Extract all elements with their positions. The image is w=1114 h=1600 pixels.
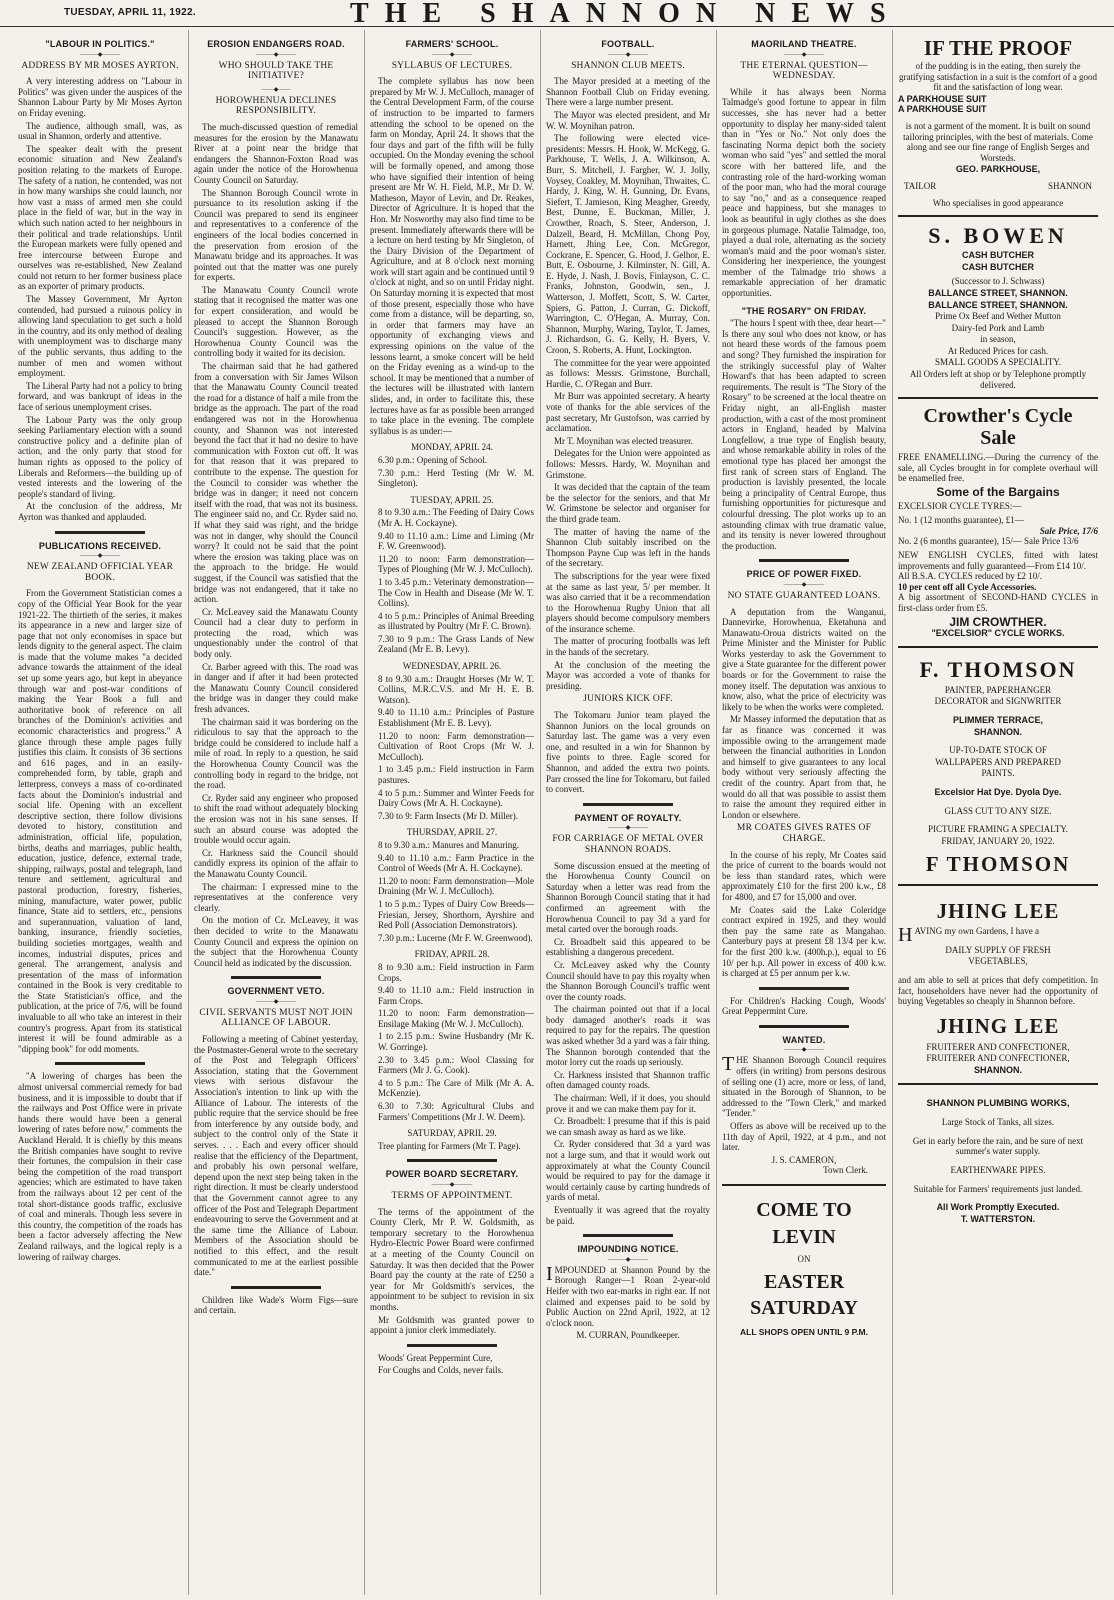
advert-text: Get in early before the rain, and be sure of next summer's water supply. <box>912 1135 1084 1157</box>
schedule-item: 1 to 2.15 p.m.: Swine Husbandry (Mr K. W. Gorringe). <box>378 1031 534 1053</box>
advert-title: Sale <box>980 427 1016 450</box>
advert-title: F THOMSON <box>925 852 1071 877</box>
advert-text: All B.S.A. CYCLES reduced by £2 10/. <box>898 571 1042 582</box>
schedule-item: 1 to 5 p.m.: Types of Dairy Cow Breeds—Friesian, Jersey, Shorthorn, Ayrshire and Red Poll (Association Demonstrators). <box>378 898 534 931</box>
advert-text: SHANNON <box>1047 180 1092 191</box>
paragraph: A deputation from the Wanganui, Dannevirke, Horowhenua, Eketahuna and Manawatu-Oroua districts waited on the Prime Minister and the Minister for Public Works yesterday to ask the Government to give a State guarantee for the different power boards or for the Government to raise the money itself. The deputation was anxious to know, also, what the price of electricity was likely to be when the works were completed. <box>722 606 886 712</box>
notice-signature: M. CURRAN, Poundkeeper. <box>576 1330 680 1341</box>
article-headline: EROSION ENDANGERS ROAD. <box>207 39 345 49</box>
paragraph: Cr. Barber agreed with this. The road was in danger and if after it had been protected the Manawatu County Council considered the bridge was in danger they could make fresh advances. <box>194 661 358 715</box>
schedule-item: 9.40 to 11.10 a.m.: Field instruction in Farm Crops. <box>378 985 534 1006</box>
paragraph: Children like Wade's Worm Figs—sure and certain. <box>194 1294 358 1316</box>
article-subhead: NO STATE GUARANTEED LOANS. <box>727 590 881 601</box>
schedule-item: 8 to 9.30 a.m.: Manures and Manuring. <box>378 839 519 850</box>
advert-text: BALLANCE STREET, SHANNON. <box>928 287 1068 298</box>
article-subhead: TERMS OF APPOINTMENT. <box>391 1191 513 1201</box>
article-subhead: CIVIL SERVANTS MUST NOT JOIN ALLIANCE OF LABOUR. <box>199 1007 353 1029</box>
article-subhead: SYLLABUS OF LECTURES. <box>391 60 513 71</box>
paragraph: The Massey Government, Mr Ayrton contended, had pursued a ruinous policy in allowing land speculation to get such a hold in the country, and its only method of dealing with unemployment was to discharge many of the public servants, thus adding to the number of men and women without employment. <box>18 294 182 379</box>
schedule-item: 6.30 p.m.: Opening of School. <box>378 454 487 465</box>
paragraph: The chairman said that he had gathered from a conversation with Sir James Wilson that the Manawatu County Council treated the road for a distance of half a mile from the bridge as the approach. The part of the road endangered was not in the Horowhenua county, and Shannon was not interested beyond the fact that it had no desire to have communication with Foxton cut off. It was for that reason that it was prepared to contribute to the expense. The question for the Council to consider was whether the bridge was in danger; it need not concern itself with the road, that was not its business. The engineer said no, and Cr. Ryder said no. If what they said was right, and the bridge was not in danger, why should the Council worry? It could not be said that the point where the erosion was taking place was on the approach to the bridge. He would suggest, if the Council was satisfied that the bridge was not endangered, that it take no action. <box>194 361 358 605</box>
paragraph: Cr. Harkness said the Council should candidly express its opinion of the affair to the Manawatu County Council. <box>194 847 358 879</box>
schedule-day-heading: FRIDAY, APRIL 28. <box>414 949 490 960</box>
paragraph: The speaker dealt with the present economic situation and New Zealand's position relating to the markets of Europe. The safety of a nation, he contended, was not in how many warships she could launch, nor how vast a mass of armed men she could place in the field of war, but in the way in which such nation acted to her neighbours in their political and trade relationships. Until the European markets were fully opened and free intercourse between Europe and ourselves was re-established, New Zealand could not return to her former business place as an exporter of primary products. <box>18 143 182 292</box>
advert-title: IF THE PROOF <box>923 36 1073 60</box>
paragraph: Eventually it was agreed that the royalty be paid. <box>546 1204 710 1226</box>
paragraph: "The hours I spent with thee, dear heart—" Is there any soul who does not know, or has not heard these words of the famous poem and song? They furnished the inspiration for the strikingly successful play of Walter Howard's that has been adapted to screen requirements. The result is "The Story of the Rosary" to be screened at the local theatre on Friday night, an all-English master production, with a cast of the most prominent actors in England, headed by Malvina Longfellow, a true type of English beauty, and whose remarkable ability in roles of the emotional type has placed her amongst the first rank of screen stars of England. The production is lavishly presented, the locale being a principality of Central Europe, thus furnishing opportunities for picturesque and colourful dressing. The plot works up to an astounding climax with true dramatic value, and its tensity is never lowered throughout the production. <box>722 318 886 551</box>
schedule-day-heading: WEDNESDAY, APRIL 26. <box>402 661 502 672</box>
advert-text: At Reduced Prices for cash. <box>947 345 1049 356</box>
come-to-levin-ad-line: ALL SHOPS OPEN UNTIL 9 P.M. <box>740 1326 868 1337</box>
section-rule <box>407 1344 497 1347</box>
advert-text: SHANNON. <box>973 1065 1022 1076</box>
advert-text: No. 1 (12 months guarantee), £1— <box>898 515 1024 526</box>
section-rule <box>407 1159 497 1162</box>
paragraph: It was decided that the captain of the team be the selector for the seniors, and that Mr W. Grimstone be selector and organiser for the third grade team. <box>546 482 710 524</box>
advert-text: and am able to sell at prices that defy competition. In fact, householders have never had the opportunity of buying Vegetables so cheaply in Shannon before. <box>898 975 1098 1007</box>
paragraph: Cr. Broadbelt said this appeared to be establishing a dangerous precedent. <box>546 936 710 958</box>
paragraph: Cr. Ryder said any engineer who proposed to shift the road without adequately blocking the erosion was not in his sane senses. If such an absurd course was adopted the trouble would occur again. <box>194 792 358 846</box>
paragraph: The Liberal Party had not a policy to bring forward, and was bankrupt of ideas in the face of serious unemployment crises. <box>18 380 182 412</box>
paragraph: A very interesting address on "Labour in Politics" was given under the auspices of the Shannon Labour Party by Mr Moses Ayrton on Friday evening. <box>18 76 182 118</box>
paragraph: The chairman pointed out that if a local body damaged another's roads it was required to pay for the repairs. The question was asked whether 3d a yard was a fair thing. The Shannon borough contended that the motor lorry cut the roads up seriously. <box>546 1004 710 1068</box>
article-subhead: SHANNON CLUB MEETS. <box>571 60 685 71</box>
paragraph: On the motion of Cr. McLeavey, it was then decided to write to the Manawatu County Council and express the opinion on the subject that the Horowhenua County Council held as indicated by the discussion. <box>194 915 358 968</box>
section-rule <box>759 987 849 990</box>
paragraph: The Labour Party was the only group seeking Parliamentary election with a sound constructive policy and a definite plan of action, and the only party that stood for human rights as opposed to the policy of Liberals and Reformers—the building up of vested interests and the lowering of the people's standard of living. <box>18 414 182 499</box>
ornament-divider: ――◆―― <box>261 86 291 93</box>
schedule-item: 4 to 5 p.m.: Summer and Winter Feeds for Dairy Cows (Mr A. H. Cockayne). <box>378 787 534 809</box>
advert-text: NEW ENGLISH CYCLES, fitted with latest improvements and fully guaranteed—From £14 10/. <box>898 550 1098 571</box>
advert-text: DECORATOR and SIGNWRITER <box>934 696 1062 707</box>
ornament-divider: ―――◆――― <box>431 51 473 58</box>
column-rule <box>540 30 541 1595</box>
paragraph: The much-discussed question of remedial measures for the erosion by the Manawatu River at a point near the bridge that endangers the Shannon-Foxton Road was again under the notice of the Horowhenua County Council on Saturday. <box>194 121 358 185</box>
come-to-levin-ad-line: LEVIN <box>772 1226 836 1248</box>
advert-text: FRIDAY, JANUARY 20, 1922. <box>941 835 1055 846</box>
column-2 <box>194 32 358 1592</box>
advert-text: A big assortment of SECOND-HAND CYCLES in first-class order from £5. <box>898 592 1098 613</box>
advert-text: is not a garment of the moment. It is built on sound tailoring principles, with the best of materials. Come along and see our fine range of English Serges and Worsteds. <box>903 120 1093 163</box>
notice-headline: IMPOUNDING NOTICE. <box>577 1244 679 1255</box>
advert-text: CASH BUTCHER <box>962 261 1034 272</box>
advert-text: PAINTER, PAPERHANGER <box>944 684 1052 695</box>
schedule-day-heading: TUESDAY, APRIL 25. <box>410 494 494 505</box>
ornament-divider: ―――◆――― <box>783 51 825 58</box>
come-to-levin-ad-line: SATURDAY <box>750 1296 858 1319</box>
article-subhead: JUNIORS KICK OFF. <box>583 694 673 705</box>
paragraph: The matter of having the name of the Shannon Club suitably inscribed on the Thompson Payne Cup was left in the hands of the secretary. <box>546 526 710 569</box>
schedule-day-heading: MONDAY, APRIL 24. <box>411 442 493 453</box>
column-3 <box>370 32 534 1592</box>
paragraph: Mr Goldsmith was granted power to appoint a junior clerk immediately. <box>370 1314 534 1336</box>
jhing-lee-advert <box>898 896 1098 1084</box>
schedule-item: 8 to 9.30 a.m.: Field instruction in Farm Crops. <box>378 961 534 983</box>
article-headline: POWER BOARD SECRETARY. <box>385 1169 519 1180</box>
notice-body: Offers as above will be received up to the 11th day of April, 1922, at 4 p.m., and not later. <box>722 1121 886 1153</box>
paragraph: The chairman: I expressed mine to the representatives at the conference very clearly. <box>194 881 358 913</box>
advert-text: 10 per cent off all Cycle Accessories. <box>898 581 1037 592</box>
section-rule <box>583 803 673 806</box>
ornament-divider: ―――◆――― <box>607 1256 649 1263</box>
schedule-item: 1 to 3.45 p.m.: Veterinary demonstration—The Cow in Health and Disease (Mr W. T. Collins). <box>378 576 534 609</box>
ornament-divider: ―――◆――― <box>607 825 649 832</box>
advert-text: HAVING my own Gardens, I have a <box>898 924 1040 947</box>
advert-text: Who specialises in good appearance <box>932 197 1064 208</box>
issue-date: TUESDAY, APRIL 11, 1922. <box>64 7 196 18</box>
newspaper-title: THE SHANNON NEWS <box>350 0 902 29</box>
advert-text: FRUITERER AND CONFECTIONER, <box>926 1041 1070 1052</box>
article-subhead: ADDRESS BY MR MOSES AYRTON. <box>21 60 179 71</box>
article-subhead: MR COATES GIVES RATES OF CHARGE. <box>736 823 872 844</box>
section-rule <box>583 1234 673 1237</box>
advert-text: Prime Ox Beef and Wether Mutton <box>935 311 1061 322</box>
schedule-item: 7.30 p.m.: Lucerne (Mr F. W. Greenwood). <box>378 932 533 943</box>
paragraph: The following were elected vice-presidents: Messrs. H. Hook, W. McKegg, G. Parkhouse, T. Wells, J. A. Wilkinson, A. Burr, S. Mitchell, J. Fargher, W. J. Jolly, Voysey, Coakley, M. Moynihan, Thwaites, C. Hardy, J. King, W. H. Gunning, Dr. Evans, Siefert, T. Jamieson, King Meagher, Greedy, Best, Dunne, E. Buckman, Miller, J. Crowther, Roach, S. Steer, Anderson, J. Dalzell, Beard, H. McMillan, Chong Poy, Harnett, Jhing Lee, Con. McGregor, Cockrane, E. Spencer, G. Hood, J. Gelhor, E. Butt, E. Osbourne, J. Kilminster, N. Gill, A. E. Hyde, J. Nash, J. Bovis, Finlayson, C. C. Franks, Johnston, Goodwin, sen., J. Watterson, J. Moffett, Scott, S. W. Carter, Spiers, G. Patton, J. Curran, G. Dickoff, Warrington, C. O'Hegan, A. Murray, Con. Shannon, Murphy, Waring, Taylor, T. James, J. Richardson, G. G. Kelly, H. Byers, V. Croon, S. Roberts, A. Hunt, Lockington. <box>546 133 710 356</box>
come-to-levin-ad-line: ON <box>797 1254 811 1264</box>
advert-text: All Work Promptly Executed. <box>936 1202 1060 1213</box>
ornament-divider: ―――◆――― <box>255 51 297 58</box>
paragraph: Mr T. Moynihan was elected treasurer. <box>554 435 693 446</box>
schedule-item: 2.30 to 3.45 p.m.: Wool Classing for Farmers (Mr J. G. Cook). <box>378 1054 534 1076</box>
advert-title: F. THOMSON <box>919 656 1077 682</box>
advert-text: EARTHENWARE PIPES. <box>950 1165 1046 1175</box>
advert-text: of the pudding is in the eating, then surely the gratifying satisfaction in a suit is the comfort of a good fit and the satisfaction of long wear. <box>899 61 1097 93</box>
paragraph: The Manawatu County Council wrote stating that it recognised the matter was one for expert consideration, and would be pleased to accept the Shannon Borough Council's suggestion. However, as the Horowhenua County Council was the controlling body it waited for its decision. <box>194 284 358 359</box>
notice-body: IMPOUNDED at Shannon Pound by the Borough Ranger—1 Roan 2-year-old Heifer with two ear-marks in right ear. If not claimed and expenses paid to be sold by Public Auction on 22nd April, 1922, at 12 o'clock noon. <box>546 1262 710 1328</box>
paragraph: The complete syllabus has now been prepared by Mr W. J. McCulloch, manager of the Central Development Farm, of the course of instruction to be imparted to farmers attending the school to be opened on the farm on Monday, April 24. It shows that the four days and part of the fifth will be fully occupied. On the Monday evening the school will be formally opened, and among those who have signified their intention of being present are Mr W. H. Field, M.P., Mr D. W. Matheson, Mayor of Levin, and Dr. Reakes, Director of Agriculture. It is hoped that the Hon. Mr Nosworthy may also find time to be present. Immediately afterwards there will be a lecture on herd testing by Mr Singleton, of the Dairy Division of the Department of Agriculture, and at 8 o'clock next morning work will start again and be continued until 9 o'clock at night, and so on until Friday night. On Saturday morning it is expected that most of those present, especially those who have come from a distance, will be departing, so, in order that farmers may have an opportunity of exchanging views and expressing opinions on the value of the lessons learnt, a smoke concert will be held on the Friday evening as a wind-up to the school. It may be mentioned that a number of the lectures will be illustrated with lantern slides, and, in order to facilitate this, these lectures have as far as possible been arranged to take place in the evening. The complete syllabus is as under:— <box>370 76 534 436</box>
paragraph: The subscriptions for the year were fixed at the same as last year, 5/ per member. It was also carried that it be a recommendation to the Horowhenua Rugby Union that all players should become compulsory members of the insurance scheme. <box>546 570 710 634</box>
column-1 <box>18 32 182 1592</box>
advert-title: JHING LEE <box>936 1013 1060 1038</box>
paragraph: The audience, although small, was, as usual in Shannon, orderly and attentive. <box>18 120 182 142</box>
advert-title: Crowther's Cycle <box>923 405 1073 428</box>
ornament-divider: ―――◆――― <box>783 1047 825 1054</box>
article-headline: "LABOUR IN POLITICS." <box>45 39 155 49</box>
advert-subtitle: Some of the Bargains <box>936 485 1060 500</box>
article-subhead: HOROWHENUA DECLINES RESPONSIBILITY. <box>215 95 337 117</box>
advert-text: EXCELSIOR CYCLE TYRES:— <box>898 500 1022 511</box>
come-to-levin-ad-line: COME TO <box>756 1199 852 1221</box>
section-rule <box>55 531 145 534</box>
advert-text: Suitable for Farmers' requirements just landed. <box>913 1183 1083 1194</box>
syllabus-schedule <box>370 442 534 1151</box>
schedule-item: 9.40 to 11.10 a.m.: Lime and Liming (Mr F. W. Greenwood). <box>378 530 534 552</box>
notice-headline: WANTED. <box>782 1034 826 1045</box>
section-rule <box>231 1286 321 1289</box>
ornament-divider: ―――◆――― <box>431 1182 473 1188</box>
column-rule <box>364 30 365 1595</box>
paragraph: Mr Burr was appointed secretary. A hearty vote of thanks for the able services of the past secretary, Mr Gustofson, was carried by acclamation. <box>546 391 710 434</box>
schedule-item: 4 to 5 p.m.: The Care of Milk (Mr A. A. McKenzie). <box>378 1077 534 1099</box>
schedule-item: 8 to 9.30 a.m.: Draught Horses (Mr W. T. Collins, M.R.C.V.S. and Mr H. E. B. Watson). <box>378 673 534 705</box>
notice-signature-title: Town Clerk. <box>823 1165 868 1176</box>
advert-text: Excelsior Hat Dye. Dyola Dye. <box>934 786 1062 797</box>
article-headline: FARMERS' SCHOOL. <box>405 39 499 49</box>
paragraph: Delegates for the Union were appointed as follows: Messrs. Hardy, W. Moynihan and Grimstone. <box>546 448 710 480</box>
paragraph: The chairman said it was bordering on the ridiculous to say that the approach to the bridge could be considered to include half a mile of road. In reply to a question, he said the Horowhenua County Council was the controlling body in regard to the bridge, not the road. <box>194 716 358 791</box>
schedule-item: 11.20 to noon: Farm demonstration—Types of Ploughing (Mr W. J. McCulloch). <box>378 553 534 575</box>
advert-text: GEO. PARKHOUSE, <box>955 164 1041 175</box>
advert-text: CASH BUTCHER <box>962 250 1034 261</box>
paragraph: The Mayor was elected president, and Mr W. W. Moynihan patron. <box>546 109 710 131</box>
article-headline: PUBLICATIONS RECEIVED. <box>38 540 162 551</box>
paragraph: Cr. Harkness insisted that Shannon traffic often damaged county roads. <box>546 1069 710 1091</box>
paragraph: Mr Massey informed the deputation that as far as finance was concerned it was impossible owing to the arrangement made between the financial authorities in London and himself to give guarantees to any local body without very seriously affecting the credit of the country. Apart from that, he would do all that was possible to assist them to raise the amount they required either in London or elsewhere. <box>722 714 886 820</box>
column-5 <box>722 32 886 1592</box>
paragraph: Cr. Ryder considered that 3d a yard was not a large sum, and that it would work out approximately at what the County Council would be required to pay for the damage it would certainly cause by carting hundreds of yards of metal. <box>546 1139 710 1203</box>
advert-text: (Successor to J. Schwass) <box>951 276 1045 287</box>
paragraph: From the Government Statistician comes a copy of the Official Year Book for the year 1921-22. The thirtieth of the series, it makes its appearance in a new and larger size of page that not only economises in space but lends dignity to the general aspect. The claim is made that the volume makes "a decided advance towards the attainment of the ideal set up some years ago, but kept in abeyance through war and post-war conditions of making the Year Book a full and authoritative book of reference on all branches of the Dominion's activities and economic characteristics and progress." A glance through these ample pages fully justifies this claim. It consists of 36 sections and 616 pages, and in an easily-comprehended form, by table, graph and letterpress, conveys a mass of co-ordinated facts about the Dominion's industrial and social life. Opening with an excellent descriptive section, there follow divisions devoted to history, constitution and administration, official life, population, births, deaths and marriages, public health, education, justice, defence, external trade, shipping, railways, postal and telegraph, land tenure and settlement, agricultural and pastoral production, forestry, fisheries, mining, manufacture, water power, public finance, State aid to settlers, etc., pensions and superannuation, valuation of land, banking, insurance, friendly societies, building societies mortgages, wealth and incomes, industrial disputes, prices and general. The arrangement, analysis and presentation of the mass of information contained in the Book is very creditable to the State Statistician's office, and the publication, at the price of 7/6, will be found invaluable to all who take an interest in their country's progress. Apart from its statistical interest it will be found admirable as a "dipping book" for odd moments. <box>18 588 182 1054</box>
paragraph: Following a meeting of Cabinet yesterday, the Postmaster-General wrote to the secretary of the Post and Telegraph Officers' Association, stating that the Government views with serious disfavour the Association's intention to link up with the Alliance of Labour. The interests of the public require that the service should be free from interference by any outside body, and subject to the control only of the State it serves. . . . Each and every officer should realise that the efficiency of the Department, and probably his own personal welfare, depend upon the next step being taken in the right direction. It must be clearly understood that the Government cannot agree to any officer of the Post and Telegraph Department endeavouring to serve the Government and at the same time the Alliance of Labour. Members of the Association should be notified to this effect, and the result communicated to me at the earliest possible date." <box>194 1034 358 1278</box>
column-rule <box>716 30 717 1595</box>
advert-text: WALLPAPERS AND PREPARED <box>935 756 1061 767</box>
advert-line: Woods' Great Peppermint Cure, <box>378 1352 493 1363</box>
advert-line: For Coughs and Colds, never fails. <box>378 1365 504 1376</box>
paragraph: Cr. McLeavey asked why the County Council should have to pay this royalty when the Shannon Borough Council's traffic went over the county roads. <box>546 959 710 1002</box>
advert-title: SHANNON PLUMBING WORKS, <box>926 1097 1070 1109</box>
advert-text: DAILY SUPPLY OF FRESH <box>945 944 1051 955</box>
advert-title: S. BOWEN <box>928 223 1068 249</box>
ornament-divider: ―――◆――― <box>79 51 121 58</box>
schedule-item: 9.40 to 11.10 a.m.: Farm Practice in the Control of Weeds (Mr A. H. Cockayne). <box>378 852 534 874</box>
advert-name: JIM CROWTHER. <box>949 614 1047 629</box>
paragraph: The Tokomaru Junior team played the Shannon Juniors on the local grounds on Saturday last. The game was a very even one, and resulted in a win for Shannon by five points to three. Eagle scored for Shannon, and added the extra two points. Parr crossed the line for Tokomaru, but failed to convert. <box>546 710 710 795</box>
paragraph: "A lowering of charges has been the almost universal commercial remedy for bad business, and it is impossible to doubt that if the railways and Post Office were in private hands there would have been a general lowering of rates before now," comments the Auckland Herald. It is chiefly by this means the British companies have sought to revive their fortunes, the compulsion in their case being the competition of the road transport agencies; which are estimated to have taken from the railways about 12 per cent of the total short-distance goods traffic, exclusive of coal and minerals. Though less severe in this country, the competition of the roads has been a factor adversely affecting the New Zealand railways, and the logical reply is a lowering of railway charges. <box>18 1071 182 1262</box>
schedule-item: 11.20 to noon: Farm demonstration—Cultivation of Root Crops (Mr W. J. McCulloch). <box>378 730 534 762</box>
article-subhead: NEW ZEALAND OFFICIAL YEAR BOOK. <box>26 562 174 583</box>
article-headline: MAORILAND THEATRE. <box>751 39 857 49</box>
column-4 <box>546 32 710 1592</box>
advert-text: Dairy-fed Pork and Lamb <box>951 322 1045 333</box>
article-headline: PRICE OF POWER FIXED. <box>746 569 862 580</box>
article-subhead: "THE ROSARY" ON FRIDAY. <box>741 305 867 316</box>
advert-text: Large Stock of Tanks, all sizes. <box>941 1117 1055 1128</box>
article-subhead: FOR CARRIAGE OF METAL OVER SHANNON ROADS. <box>552 834 704 855</box>
paragraph: The terms of the appointment of the County Clerk, Mr P. W. Goldsmith, as temporary secretary to the Horowhenua Hydro-Electric Power Board were confirmed at a meeting of the County Council on Saturday. It was then decided that the Power Board pay the county at the rate of £250 a year for Mr Goldsmith's services, the appointment to be subject to revision in six months. <box>370 1206 534 1312</box>
schedule-item: 11.20 to noon: Farm demonstration—Mole Draining (Mr W. J. McCulloch). <box>378 875 534 897</box>
paragraph: At the conclusion of the address, Mr Ayrton was thanked and applauded. <box>18 501 182 522</box>
advert-text: "EXCELSIOR" CYCLE WORKS. <box>931 628 1065 639</box>
schedule-item: Tree planting for Farmers (Mr T. Page). <box>378 1140 521 1151</box>
advert-price: Sale Price, 17/6 <box>1039 525 1098 536</box>
schedule-item: 7.30 p.m.: Herd Testing (Mr W. M. Singleton). <box>378 467 534 489</box>
section-rule <box>759 1025 849 1028</box>
article-headline: PAYMENT OF ROYALTY. <box>574 812 682 823</box>
paragraph: The matter of procuring footballs was left in the hands of the secretary. <box>546 636 710 658</box>
column-rule <box>892 30 893 1595</box>
advert-text: TAILOR <box>904 180 937 191</box>
advert-text: No. 2 (6 months guarantee), 15/— Sale Price 13/6 <box>898 536 1079 547</box>
article-subhead: WHO SHOULD TAKE THE INITIATIVE? <box>218 60 334 82</box>
ornament-divider: ―――◆――― <box>255 998 297 1005</box>
schedule-item: 6.30 to 7.30: Agricultural Clubs and Farmers' Competitions (Mr J. W. Deem). <box>378 1101 534 1122</box>
ornament-divider: ―――◆――― <box>783 581 825 588</box>
paragraph: Mr Coates said the Lake Coleridge contract expired in 1925, and they would then pay the same rate as Mangahao. Canterbury pays at present £8 13/4 per k.w. for the first 200 k.w. (400h.p.), equal to £6 10/ per h.p. All power in excess of 400 k.w. is charged at £5 per annum per k.w. <box>722 904 886 979</box>
article-headline: GOVERNMENT VETO. <box>227 986 325 997</box>
masthead <box>0 0 1114 27</box>
come-to-levin-ad-line: EASTER <box>763 1270 845 1293</box>
section-rule <box>722 1184 886 1186</box>
paragraph: Some discussion ensued at the meeting of the Horowhenua County Council on Saturday when a letter was read from the Shannon Borough Council stating that it had confirmed an agreement with the Horowhenua Council to pay 3d a yard for metal carted over the borough roads. <box>546 860 710 935</box>
article-subhead: THE ETERNAL QUESTION—WEDNESDAY. <box>740 60 868 82</box>
schedule-item: 8 to 9.30 a.m.: The Feeding of Dairy Cows (Mr A. H. Cockayne). <box>378 507 534 528</box>
schedule-item: 11.20 to noon: Farm demonstration—Ensilage Making (Mr W. J. McCulloch). <box>378 1008 534 1029</box>
paragraph: At the conclusion of the meeting the Mayor was accorded a vote of thanks for presiding. <box>546 659 710 691</box>
schedule-day-heading: SATURDAY, APRIL 29. <box>407 1128 497 1139</box>
thomson-painter-advert <box>898 656 1098 887</box>
column-6-advertisements <box>898 32 1098 1592</box>
schedule-item: 7.30 to 9 p.m.: The Grass Lands of New Zealand (Mr E. B. Levy). <box>378 633 534 655</box>
schedule-item: 4 to 5 p.m.: Principles of Animal Breeding as illustrated by Poultry (Mr F. C. Brown). <box>378 610 534 632</box>
advert-text: All Orders left at shop or by Telephone promptly delivered. <box>909 369 1087 390</box>
schedule-item: 9.40 to 11.10 a.m.: Principles of Pasture Establishment (Mr E. B. Levy). <box>378 707 534 729</box>
advert-text: SMALL GOODS A SPECIALITY. <box>934 357 1062 368</box>
advert-text: SHANNON. <box>973 726 1022 737</box>
section-rule <box>759 559 849 562</box>
ornament-divider: ―――◆――― <box>79 553 121 560</box>
parkhouse-advert <box>898 36 1098 217</box>
advert-text: VEGETABLES, <box>968 956 1028 967</box>
advert-text: FREE ENAMELLING.—During the currency of the sale, all Cycles brought in for complete overhaul will be enamelled free. <box>898 452 1098 484</box>
column-rule <box>188 30 189 1595</box>
schedule-item: 7.30 to 9: Farm Insects (Mr D. Miller). <box>378 810 518 821</box>
notice-body: THE Shannon Borough Council requires offers (in writing) from persons desirous of selling one (1) acre, more or less, of land, situated in the Borough of Shannon, to be addressed to the "Town Clerk," and marked "Tender." <box>722 1053 886 1119</box>
advert-text: A PARKHOUSE SUIT <box>898 93 987 104</box>
schedule-day-heading: THURSDAY, APRIL 27. <box>406 827 498 838</box>
advert-text: in season, <box>980 334 1016 345</box>
advert-text: A PARKHOUSE SUIT <box>898 104 987 115</box>
advert-text: PICTURE FRAMING A SPECIALTY. <box>927 824 1069 835</box>
paragraph: The committee for the year were appointed as follows: Messrs. Grimstone, Burchall, Hardie, C. O'Regan and Burr. <box>546 357 710 389</box>
advert-text: PAINTS. <box>981 768 1015 779</box>
paragraph: The Mayor presided at a meeting of the Shannon Football Club on Friday evening. There were a large number present. <box>546 76 710 108</box>
paragraph: While it has always been Norma Talmadge's good fortune to appear in film successes, she has never had a better opportunity to display her many-sided talent than in "Yes or No." Not only does the fascinating Norma depict both the society woman who said "yes" and settled the moral score with her battered life, and the contrasting role of the hard-working woman of the poor man, who had the moral courage to say "no," and as a consequence reaped peace and happiness, but she manages to look as beautiful in ugly clothes as she does in gorgeous plumage. Natalie Talmadge, too, played a dual role, alternating as the society woman's maid and the poor woman's sister. Considering her inexperience, the youngest member of the Talmadge trio shows a remarkable appreciation of her dramatic opportunities. <box>722 86 886 299</box>
advert-text: GLASS CUT TO ANY SIZE. <box>944 805 1052 816</box>
paragraph: The Shannon Borough Council wrote in pursuance to its resolution asking if the Council was prepared to send its engineer and representatives to a conference of the engineers of the local bodies concerned in the preservation from erosion of the Manawatu bridge and its approaches. It was pointed out that the matter was one purely for experts. <box>194 187 358 283</box>
section-rule <box>55 1062 145 1065</box>
schedule-item: 1 to 3.45 p.m.: Field instruction in Farm pastures. <box>378 764 534 785</box>
paragraph: The chairman: Well, if it does, you should prove it and we can make them pay for it. <box>546 1093 710 1114</box>
ornament-divider: ―――◆――― <box>607 51 649 58</box>
advert-text: T. WATTERSTON. <box>960 1213 1036 1224</box>
advert-text: FRUITERER AND CONFECTIONER, <box>926 1053 1070 1064</box>
advert-text: UP-TO-DATE STOCK OF <box>949 745 1047 756</box>
section-rule <box>231 976 321 979</box>
paragraph: Cr. McLeavey said the Manawatu County Council had a clear duty to perform in protecting the road, which was unquestionably under the control of that body only. <box>194 606 358 660</box>
plumbing-works-advert <box>898 1099 1098 1225</box>
notice-signature: J. S. CAMERON, <box>771 1154 837 1165</box>
paragraph: Cr. Broadbelt: I presume that if this is paid we can smash away as hard as we like. <box>546 1116 710 1137</box>
advert-title: JHING LEE <box>936 899 1060 924</box>
bowen-butcher-advert <box>898 223 1098 399</box>
advert-text: PLIMMER TERRACE, <box>953 714 1043 725</box>
article-headline: FOOTBALL. <box>601 39 655 49</box>
crowther-cycle-advert <box>898 405 1098 648</box>
advert-text: BALLANCE STREET, SHANNON. <box>928 299 1068 310</box>
advert-line: For Children's Hacking Cough, Woods' Great Peppermint Cure. <box>722 995 886 1017</box>
paragraph: In the course of his reply, Mr Coates said the price of current to the boards would not be less than standard rates, which were approximately £10 for the first 200 k.w., £8 for 4800, and £7 for 15,000 and over. <box>722 849 886 902</box>
